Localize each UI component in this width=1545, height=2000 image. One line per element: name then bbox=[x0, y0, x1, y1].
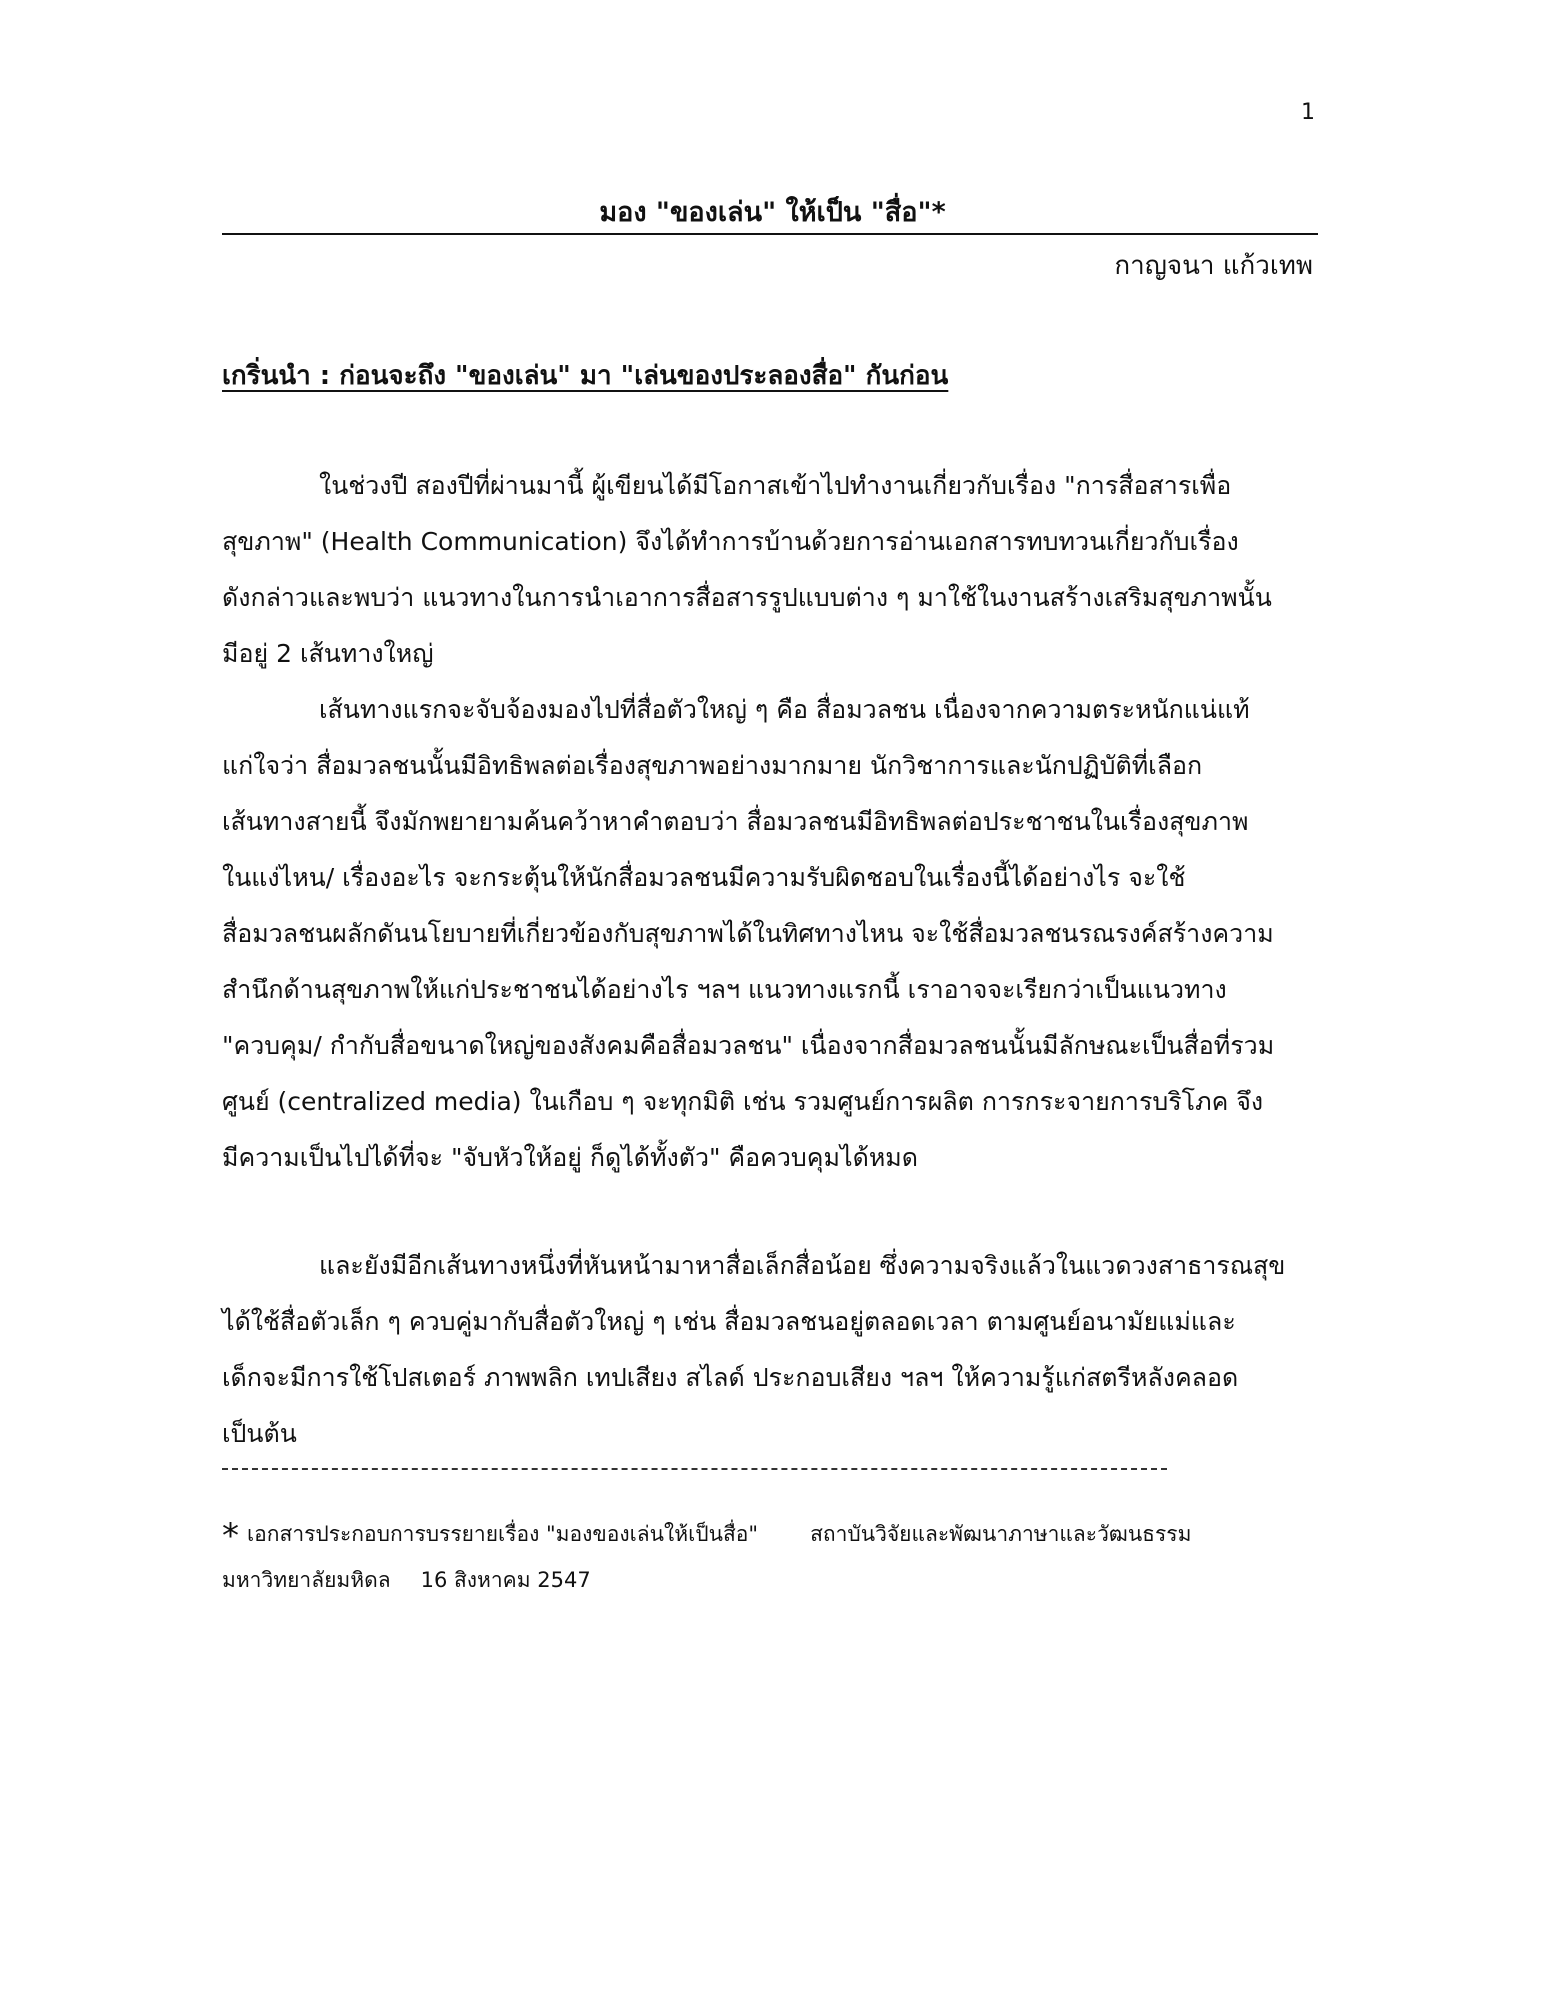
body-text-secondary bbox=[222, 1238, 1322, 1462]
footnote bbox=[222, 1512, 1322, 1602]
paragraph-line: มีความเป็นไปได้ที่จะ "จับหัวให้อยู่ ก็ดูได้ทั้งตัว" คือควบคุมได้หมด bbox=[222, 1143, 919, 1172]
title-divider bbox=[222, 233, 1318, 235]
paragraph-line: "ควบคุม/ กำกับสื่อขนาดใหญ่ของสังคมคือสื่อมวลชน" เนื่องจากสื่อมวลชนนั้นมีลักษณะเป็นสื่อที่รวม bbox=[222, 1031, 1275, 1060]
paragraph-line: สุขภาพ" (Health Communication) จึงได้ทำการบ้านด้วยการอ่านเอกสารทบทวนเกี่ยวกับเรื่อง bbox=[222, 527, 1239, 556]
footnote-line-1 bbox=[222, 1512, 1322, 1558]
paragraph-1 bbox=[222, 458, 1322, 682]
paragraph-line: ในแง่ไหน/ เรื่องอะไร จะกระตุ้นให้นักสื่อมวลชนมีความรับผิดชอบในเรื่องนี้ได้อย่างไร จะใช้ bbox=[222, 863, 1186, 892]
paragraph-line: ศูนย์ (centralized media) ในเกือบ ๆ จะทุกมิติ เช่น รวมศูนย์การผลิต การกระจายการบริโภค จึง bbox=[222, 1087, 1264, 1116]
paragraph-line: ในช่วงปี สองปีที่ผ่านมานี้ ผู้เขียนได้มีโอกาสเข้าไปทำงานเกี่ยวกับเรื่อง "การสื่อสารเพื่อ bbox=[319, 471, 1232, 500]
footnote-university: มหาวิทยาลัยมหิดล bbox=[222, 1568, 391, 1592]
author-name: กาญจนา แก้วเทพ bbox=[1114, 251, 1313, 281]
paragraph-line: ดังกล่าวและพบว่า แนวทางในการนำเอาการสื่อสารรูปแบบต่าง ๆ มาใช้ในงานสร้างเสริมสุขภาพนั้น bbox=[222, 583, 1272, 612]
footnote-date: 16 สิงหาคม 2547 bbox=[420, 1568, 591, 1592]
paragraph-line: เส้นทางแรกจะจับจ้องมองไปที่สื่อตัวใหญ่ ๆ คือ สื่อมวลชน เนื่องจากความตระหนักแน่แท้ bbox=[319, 695, 1250, 724]
paragraph-line: เป็นต้น bbox=[222, 1419, 297, 1448]
document-title: มอง "ของเล่น" ให้เป็น "สื่อ"* bbox=[599, 197, 946, 228]
footnote-marker: * bbox=[222, 1516, 239, 1556]
body-text-main bbox=[222, 458, 1322, 1186]
paragraph-line: แก่ใจว่า สื่อมวลชนนั้นมีอิทธิพลต่อเรื่องสุขภาพอย่างมากมาย นักวิชาการและนักปฏิบัติที่เลือก bbox=[222, 751, 1203, 780]
paragraph-line: สื่อมวลชนผลักดันนโยบายที่เกี่ยวข้องกับสุขภาพได้ในทิศทางไหน จะใช้สื่อมวลชนรณรงค์สร้างความ bbox=[222, 919, 1274, 948]
paragraph-3 bbox=[222, 1238, 1322, 1462]
paragraph-line: และยังมีอีกเส้นทางหนึ่งที่หันหน้ามาหาสื่อเล็กสื่อน้อย ซึ่งความจริงแล้วในแวดวงสาธารณสุข bbox=[319, 1251, 1286, 1280]
paragraph-line: มีอยู่ 2 เส้นทางใหญ่ bbox=[222, 639, 434, 668]
paragraph-line: สำนึกด้านสุขภาพให้แก่ประชาชนได้อย่างไร ฯลฯ แนวทางแรกนี้ เราอาจจะเรียกว่าเป็นแนวทาง bbox=[222, 975, 1227, 1004]
footnote-institution: สถาบันวิจัยและพัฒนาภาษาและวัฒนธรรม bbox=[810, 1522, 1192, 1546]
footnote-line-2 bbox=[222, 1558, 1322, 1602]
footnote-text: เอกสารประกอบการบรรยายเรื่อง "มองของเล่นให้เป็นสื่อ" bbox=[247, 1522, 759, 1546]
paragraph-line: เส้นทางสายนี้ จึงมักพยายามค้นคว้าหาคำตอบว่า สื่อมวลชนมีอิทธิพลต่อประชาชนในเรื่องสุขภาพ bbox=[222, 807, 1249, 836]
page-number: 1 bbox=[1301, 100, 1315, 125]
paragraph-line: ได้ใช้สื่อตัวเล็ก ๆ ควบคู่มากับสื่อตัวใหญ่ ๆ เช่น สื่อมวลชนอยู่ตลอดเวลา ตามศูนย์อนามัยแม่และ bbox=[222, 1307, 1236, 1336]
footnote-divider bbox=[222, 1468, 1167, 1470]
paragraph-line: เด็กจะมีการใช้โปสเตอร์ ภาพพลิก เทปเสียง สไลด์ ประกอบเสียง ฯลฯ ให้ความรู้แก่สตรีหลังคลอด bbox=[222, 1363, 1239, 1392]
section-heading: เกริ่นนำ : ก่อนจะถึง "ของเล่น" มา "เล่นของประลองสื่อ" กันก่อน bbox=[222, 361, 949, 391]
paragraph-2 bbox=[222, 682, 1322, 1186]
